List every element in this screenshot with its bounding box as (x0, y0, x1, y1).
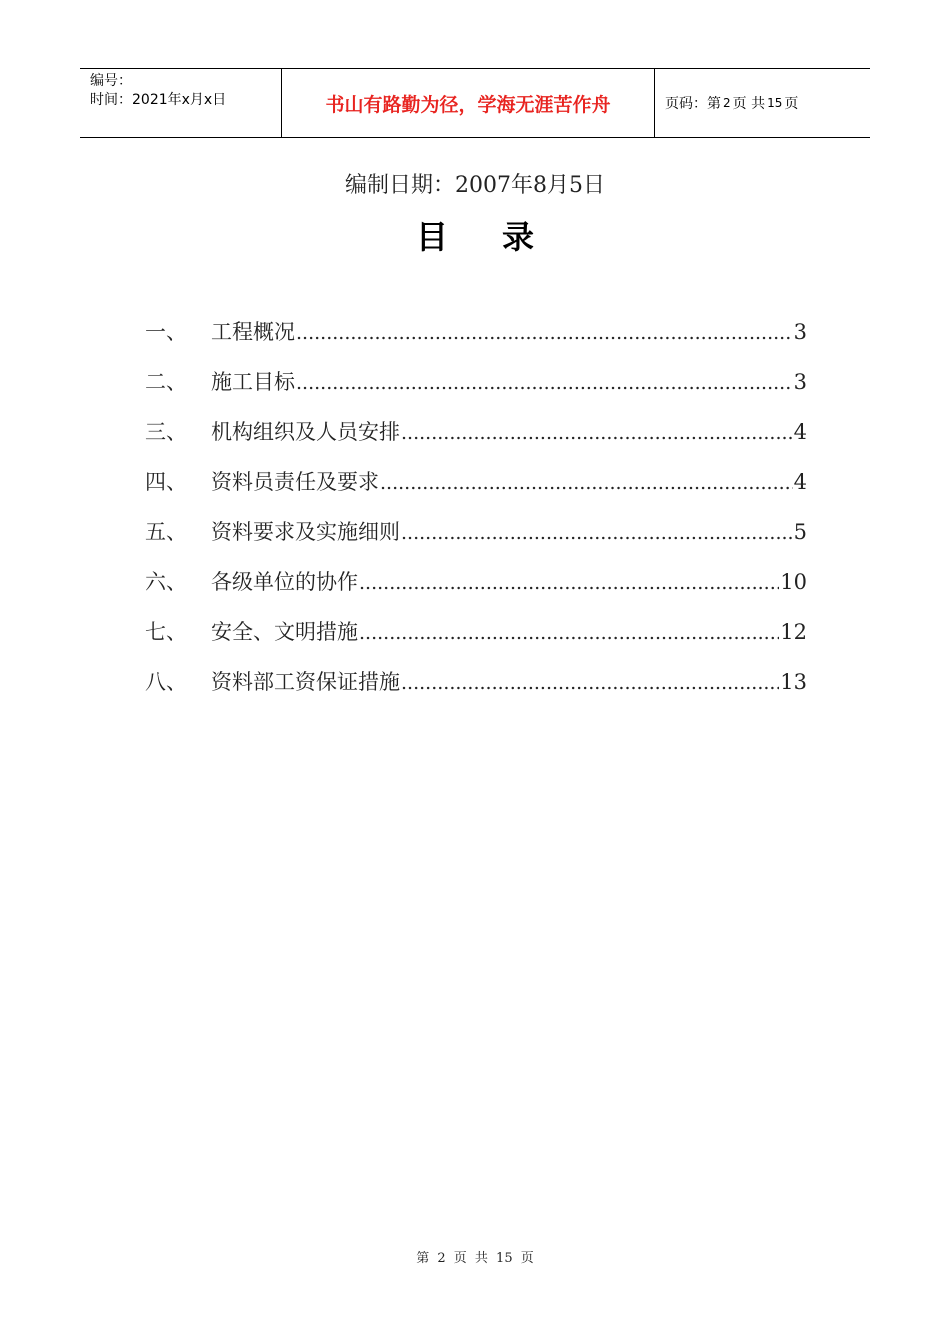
table-of-contents (145, 316, 807, 716)
toc-entry-text: 各级单位的协作 (211, 570, 358, 594)
toc-entry-text: 安全、文明措施 (211, 620, 358, 644)
toc-entry[interactable] (145, 616, 807, 666)
toc-entry-text: 机构组织及人员安排 (211, 420, 400, 444)
header-motto: 书山有路勤为径，学海无涯苦作舟 (282, 69, 655, 137)
header-page-info (655, 69, 870, 137)
toc-leader-dots (359, 570, 779, 594)
toc-entry-page: 3 (793, 370, 807, 394)
toc-entry-page: 3 (793, 320, 807, 344)
toc-leader-dots (359, 620, 779, 644)
toc-entry-page: 13 (780, 670, 807, 694)
compile-date: 编制日期：2007年8月5日 (345, 173, 605, 198)
toc-leader-dots (296, 370, 793, 394)
toc-entry-page: 12 (780, 620, 807, 644)
toc-entry[interactable] (145, 416, 807, 466)
toc-entry-page: 4 (793, 420, 807, 444)
time-label: 时间：2021年x月x日 (90, 92, 227, 108)
toc-entry-text: 资料员责任及要求 (211, 470, 379, 494)
toc-entry[interactable] (145, 366, 807, 416)
toc-entry-number: 一、 (145, 320, 187, 344)
toc-entry-page: 4 (793, 470, 807, 494)
toc-title: 目录 (415, 218, 588, 256)
toc-leader-dots (296, 320, 793, 344)
toc-entry[interactable] (145, 466, 807, 516)
toc-entry-page: 10 (780, 570, 807, 594)
toc-entry-number: 七、 (145, 620, 187, 644)
toc-entry-number: 三、 (145, 420, 187, 444)
toc-entry[interactable] (145, 516, 807, 566)
toc-entry-text: 施工目标 (211, 370, 295, 394)
toc-leader-dots (401, 670, 779, 694)
page-footer: 第 2 页 共 15 页 (416, 1251, 534, 1266)
page-total: 15 (767, 96, 783, 110)
page-suffix: 页 (784, 96, 799, 112)
page-current: 2 (723, 96, 731, 110)
toc-entry-number: 八、 (145, 670, 187, 694)
header-meta (80, 69, 282, 137)
toc-entry[interactable] (145, 316, 807, 366)
toc-entry[interactable] (145, 566, 807, 616)
toc-entry-number: 二、 (145, 370, 187, 394)
toc-leader-dots (380, 470, 793, 494)
toc-entry-number: 六、 (145, 570, 187, 594)
number-label: 编号： (90, 73, 132, 89)
toc-entry-page: 5 (793, 520, 807, 544)
page-header (80, 68, 870, 138)
toc-entry-text: 资料要求及实施细则 (211, 520, 400, 544)
page-prefix: 页码：第 (665, 96, 721, 112)
toc-entry-number: 四、 (145, 470, 187, 494)
toc-entry-number: 五、 (145, 520, 187, 544)
toc-entry-text: 资料部工资保证措施 (211, 670, 400, 694)
page-mid: 页 共 (732, 96, 766, 112)
toc-entry[interactable] (145, 666, 807, 716)
toc-leader-dots (401, 520, 793, 544)
toc-leader-dots (401, 420, 793, 444)
toc-entry-text: 工程概况 (211, 320, 295, 344)
